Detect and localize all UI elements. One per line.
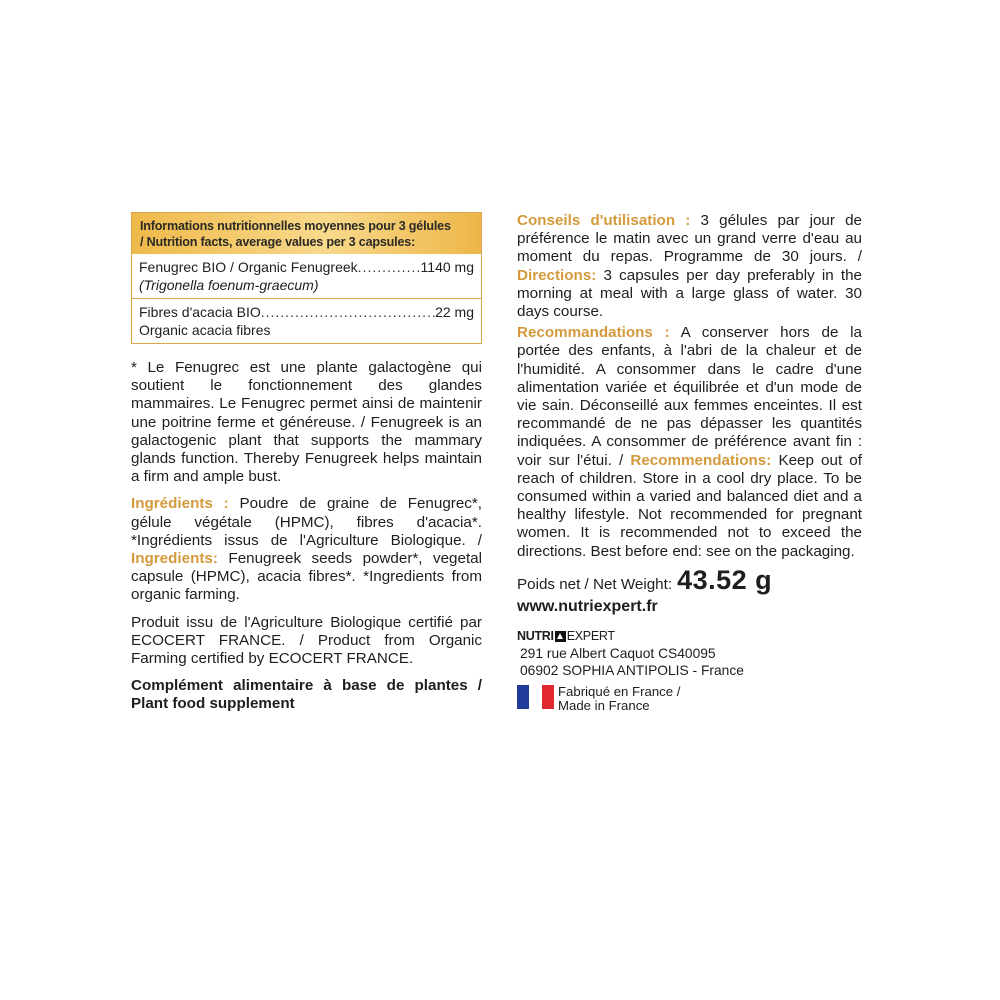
organic-certification: Produit issu de l'Agriculture Biologique certifié par ECOCERT FRANCE. / Product from Organic Farming certified by ECOCERT FRANCE. xyxy=(131,613,482,668)
nutrition-header-line2: / Nutrition facts, average values per 3 capsules: xyxy=(140,234,416,249)
ingredients-fr-label: Ingrédients : xyxy=(131,495,229,513)
ingredients-fr-text: Poudre de graine de Fenugrec*, gélule végétale (HPMC), fibres d'acacia*. *Ingrédients issus de l'Agriculture Biologique. / xyxy=(131,495,482,549)
ingredients-en-text: Fenugreek seeds powder*, vegetal capsule (HPMC), acacia fibres*. *Ingredients from organic farming. xyxy=(131,550,482,604)
nutrition-table xyxy=(131,212,482,344)
reco-fr-label: Recommandations : xyxy=(517,324,670,342)
nutrition-row-fenugreek xyxy=(132,254,481,298)
nutrition-row-label: Fibres d'acacia BIO xyxy=(139,304,261,320)
brand-name-part1: NUTRI xyxy=(517,629,554,644)
nutrition-row-sub: (Trigonella foenum-graecum) xyxy=(139,277,319,293)
recommendations-paragraph xyxy=(517,324,862,561)
reco-en-label: Recommendations: xyxy=(630,451,772,469)
usage-fr-label: Conseils d'utilisation : xyxy=(517,212,691,229)
ingredients-paragraph xyxy=(131,495,482,604)
nutrition-row-sub: Organic acacia fibres xyxy=(139,322,271,338)
usage-en-label: Directions: xyxy=(517,266,597,284)
left-column xyxy=(131,212,482,714)
supplement-statement: Complément alimentaire à base de plantes / Plant food supplement xyxy=(131,677,482,713)
nutrition-row-label: Fenugrec BIO / Organic Fenugreek xyxy=(139,259,358,275)
nutrition-header-line1: Informations nutritionnelles moyennes pour 3 gélules xyxy=(140,219,451,233)
address xyxy=(517,645,862,679)
brand-name-part2: EXPERT xyxy=(566,629,615,644)
usage-fr-text: 3 gélules par jour de préférence le matin avec un grand verre d'eau au moment du repas. Programme de 30 jours. / xyxy=(517,212,863,266)
address-line2: 06902 SOPHIA ANTIPOLIS - France xyxy=(520,663,744,679)
brand-logo xyxy=(517,627,862,645)
usage-paragraph xyxy=(517,212,862,321)
made-line2: Made in France xyxy=(558,698,650,714)
nutrition-row-value: 22 mg xyxy=(435,304,474,320)
ingredients-en-label: Ingredients: xyxy=(131,550,218,568)
nutrition-row-acacia xyxy=(132,298,481,343)
brand-triangle-icon xyxy=(555,631,566,642)
nutrition-row-value: 1140 mg xyxy=(420,259,474,275)
reco-fr-text: A conserver hors de la portée des enfants, à l'abri de la chaleur et de l'humidité. A consommer dans le cadre d'une alimentation variée et équilibrée et d'un mode de vie sain. Déconseillé aux femmes enceintes. Il est recommandé de ne pas dépasser les quantités indiquées. A consommer de préférence avant fin : voir sur l'étui. / xyxy=(517,324,862,469)
made-in-france xyxy=(517,685,862,713)
french-flag-icon xyxy=(517,685,554,709)
net-weight-value: 43.52 g xyxy=(677,564,773,595)
website-url: www.nutriexpert.fr xyxy=(517,598,658,616)
net-weight xyxy=(517,564,862,595)
right-column xyxy=(517,212,862,713)
made-line1: Fabriqué en France / xyxy=(558,684,681,700)
net-weight-label: Poids net / Net Weight: xyxy=(517,575,673,593)
reco-en-text: Keep out of reach of children. Store in a cool dry place. To be consumed within a varied and balanced diet and a healthy lifestyle. Not recommended for pregnant women. It is recommended not to exceed the directions. Best before end: see on the packaging. xyxy=(517,451,862,560)
address-line1: 291 rue Albert Caquot CS40095 xyxy=(520,646,716,662)
nutrition-header xyxy=(132,213,481,254)
usage-en-text: 3 capsules per day preferably in the morning at meal with a large glass of water. 30 days course. xyxy=(517,266,862,321)
fenugreek-footnote: * Le Fenugrec est une plante galactogène qui soutient le fonctionnement des glandes mammaires. Le Fenugrec permet ainsi de maintenir une poitrine ferme et généreuse. / Fenugreek is an galactogenic plant that supports the mammary glands function. Thereby Fenugreek helps maintain a firm and ample bust. xyxy=(131,359,482,486)
